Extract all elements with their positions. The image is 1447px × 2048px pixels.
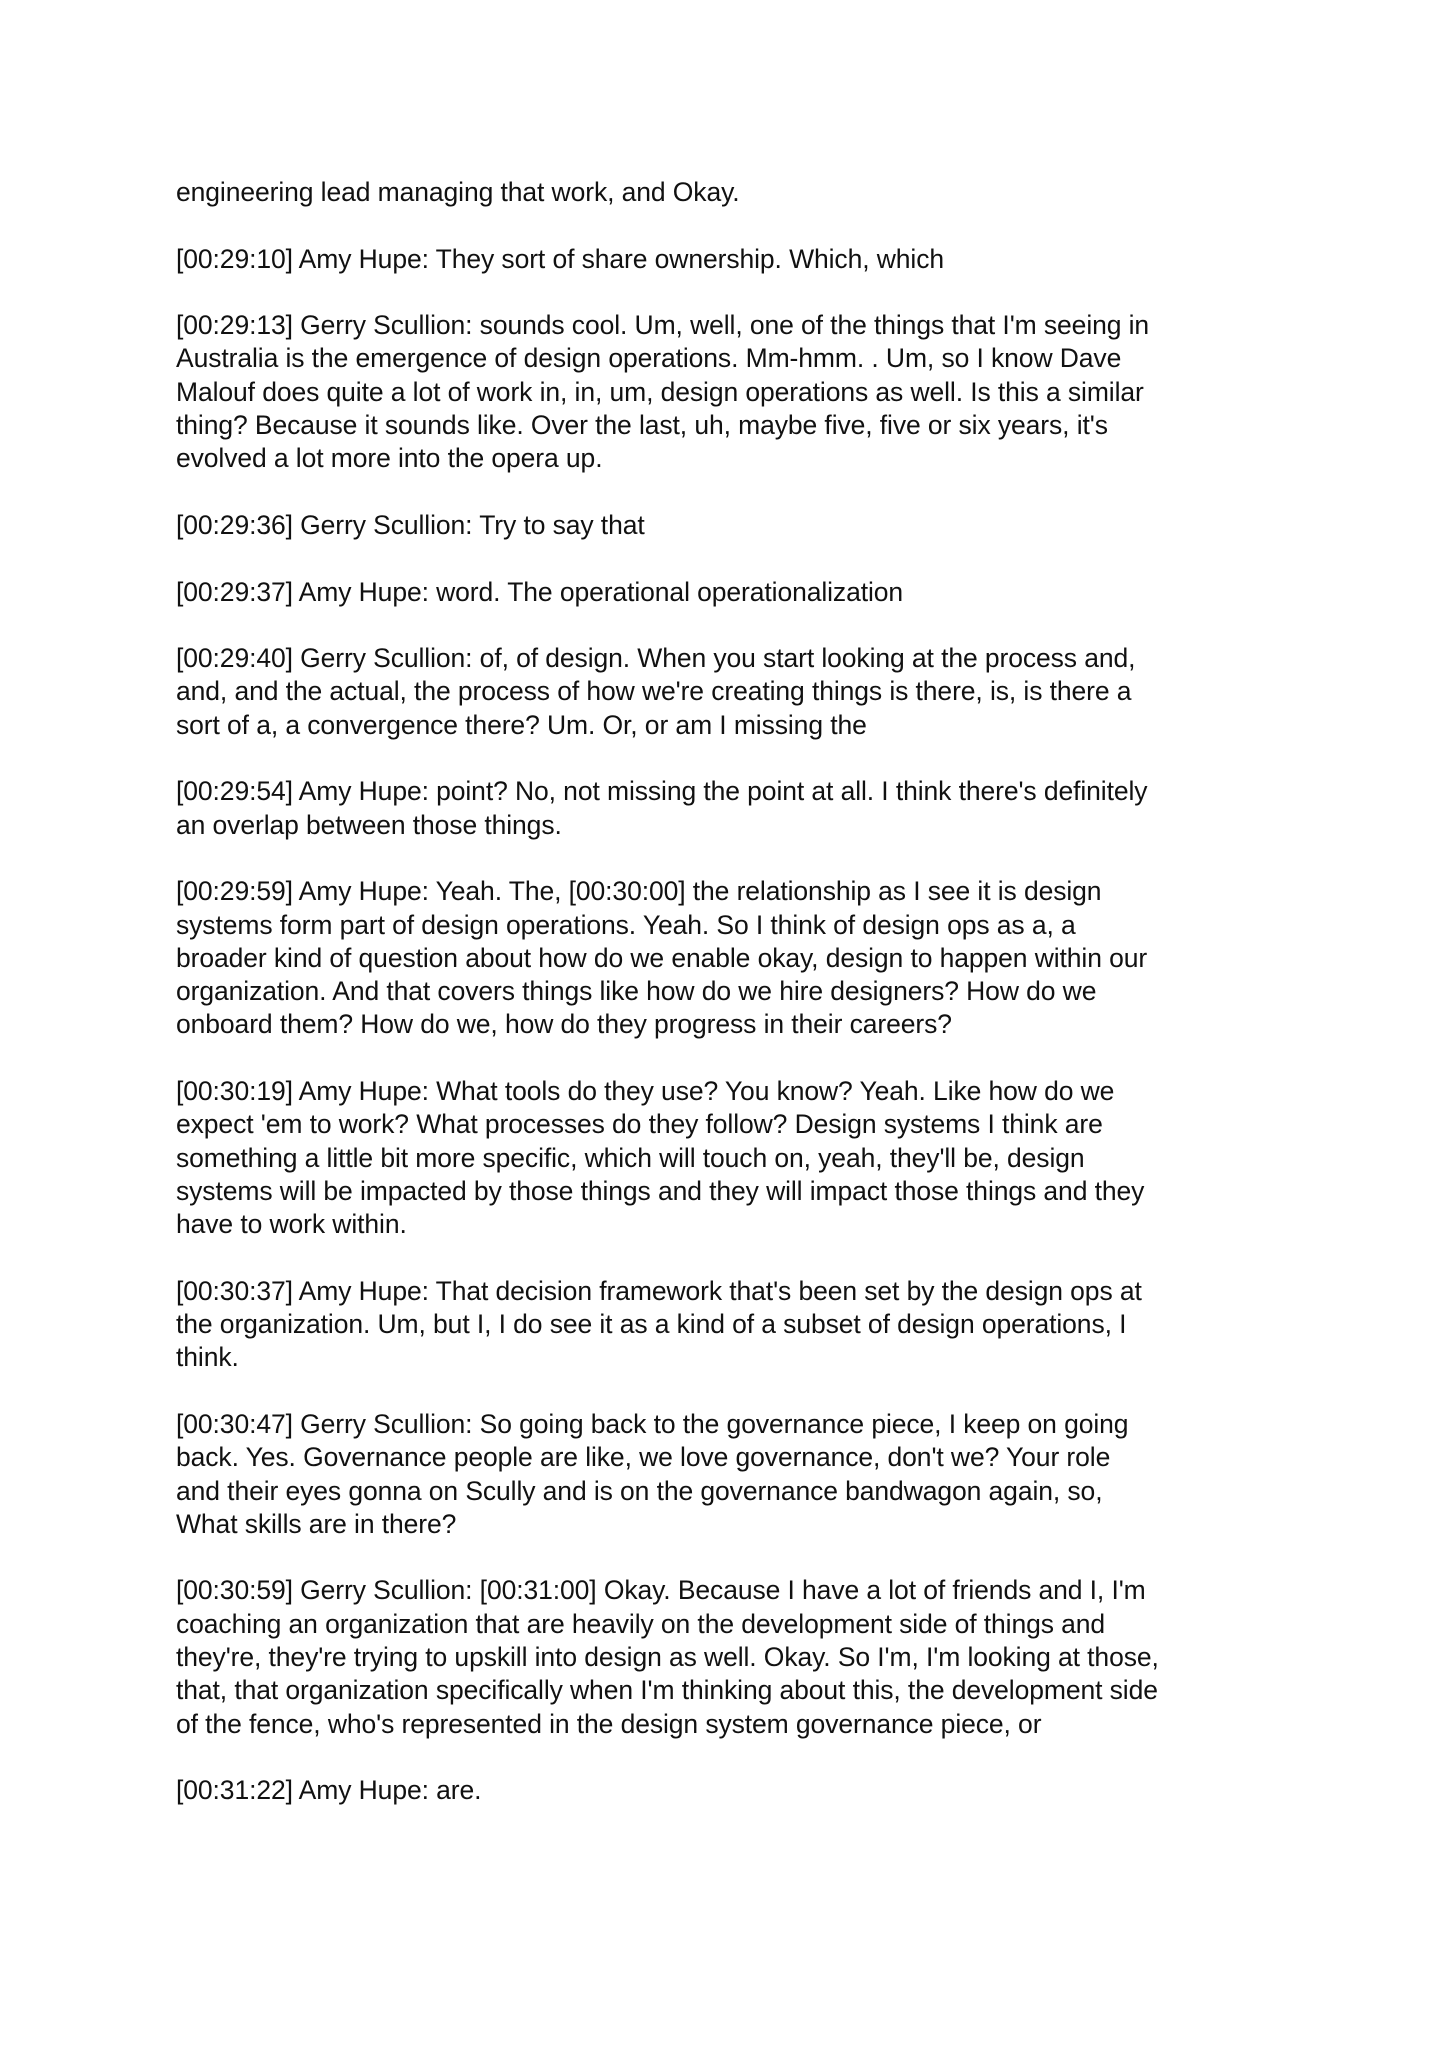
transcript-line: systems form part of design operations. Yeah. So I think of design ops as a, a [176,909,1076,940]
transcript-line: expect 'em to work? What processes do they follow? Design systems I think are [176,1109,1103,1140]
transcript-line: [00:29:37] Amy Hupe: word. The operational operationalization [176,576,904,607]
transcript-line: [00:29:40] Gerry Scullion: of, of design. When you start looking at the process and, [176,643,1136,674]
transcript-entry-amy-hupe-00-30-37 [176,1275,1296,1375]
transcript-entry-gerry-scullion-00-30-59 [176,1574,1296,1740]
transcript-line: [00:30:37] Amy Hupe: That decision framework that's been set by the design ops at [176,1275,1142,1306]
transcript-entry-amy-hupe-00-31-22 [176,1774,1296,1807]
transcript-line: and, and the actual, the process of how we're creating things is there, is, is there a [176,676,1132,707]
transcript-line: [00:29:10] Amy Hupe: They sort of share ownership. Which, which [176,243,944,274]
transcript-line: evolved a lot more into the opera up. [176,443,603,474]
transcript-entry-gerry-scullion-00-30-47 [176,1408,1296,1541]
transcript-entry-gerry-scullion-00-29-36 [176,509,1296,542]
transcript-line: engineering lead managing that work, and Okay. [176,177,740,207]
transcript-line: [00:29:59] Amy Hupe: Yeah. The, [00:30:00] the relationship as I see it is design [176,876,1102,907]
transcript-line: have to work within. [176,1209,407,1240]
transcript-line: [00:30:47] Gerry Scullion: So going back to the governance piece, I keep on going [176,1408,1129,1439]
transcript-line: [00:29:54] Amy Hupe: point? No, not missing the point at all. I think there's definitely [176,776,1148,807]
transcript-entry-gerry-scullion-00-29-40 [176,642,1296,742]
transcript-line: coaching an organization that are heavily on the development side of things and [176,1608,1106,1639]
transcript-line: they're, they're trying to upskill into design as well. Okay. So I'm, I'm looking at those, [176,1642,1159,1673]
transcript-entry-amy-hupe-00-29-54 [176,775,1296,842]
transcript-line: Australia is the emergence of design operations. Mm-hmm. . Um, so I know Dave [176,343,1122,374]
transcript-line: onboard them? How do we, how do they progress in their careers? [176,1009,952,1040]
transcript-line: systems will be impacted by those things and they will impact those things and they [176,1175,1145,1206]
transcript-line: an overlap between those things. [176,809,562,840]
transcript-line: that, that organization specifically when I'm thinking about this, the development side [176,1675,1158,1706]
transcript-entry-amy-hupe-00-29-10 [176,243,1296,276]
transcript-entry-amy-hupe-00-29-59 [176,875,1296,1041]
transcript-line: What skills are in there? [176,1508,457,1539]
transcript-entry-amy-hupe-00-30-19 [176,1075,1296,1241]
transcript-line: think. [176,1342,239,1373]
transcript-line: something a little bit more specific, which will touch on, yeah, they'll be, design [176,1142,1085,1173]
transcript-entry-amy-hupe-00-29-37 [176,576,1296,609]
transcript-page [176,176,1296,1841]
transcript-line: broader kind of question about how do we enable okay, design to happen within our [176,942,1148,973]
transcript-line: and their eyes gonna on Scully and is on the governance bandwagon again, so, [176,1475,1103,1506]
transcript-entry-continuation [176,176,1296,209]
transcript-line: sort of a, a convergence there? Um. Or, or am I missing the [176,709,867,740]
transcript-line: [00:30:59] Gerry Scullion: [00:31:00] Okay. Because I have a lot of friends and I, I'm [176,1575,1146,1606]
transcript-line: organization. And that covers things like how do we hire designers? How do we [176,976,1097,1007]
transcript-line: back. Yes. Governance people are like, we love governance, don't we? Your role [176,1442,1111,1473]
transcript-line: [00:30:19] Amy Hupe: What tools do they use? You know? Yeah. Like how do we [176,1076,1115,1107]
transcript-line: [00:31:22] Amy Hupe: are. [176,1775,482,1806]
transcript-line: the organization. Um, but I, I do see it as a kind of a subset of design operations, I [176,1309,1127,1340]
transcript-entry-gerry-scullion-00-29-13 [176,309,1296,475]
transcript-line: of the fence, who's represented in the design system governance piece, or [176,1708,1042,1739]
transcript-line: [00:29:13] Gerry Scullion: sounds cool. Um, well, one of the things that I'm seeing in [176,310,1150,341]
transcript-line: Malouf does quite a lot of work in, in, um, design operations as well. Is this a similar [176,376,1144,407]
transcript-line: thing? Because it sounds like. Over the last, uh, maybe five, five or six years, it's [176,410,1108,441]
transcript-line: [00:29:36] Gerry Scullion: Try to say that [176,509,645,540]
